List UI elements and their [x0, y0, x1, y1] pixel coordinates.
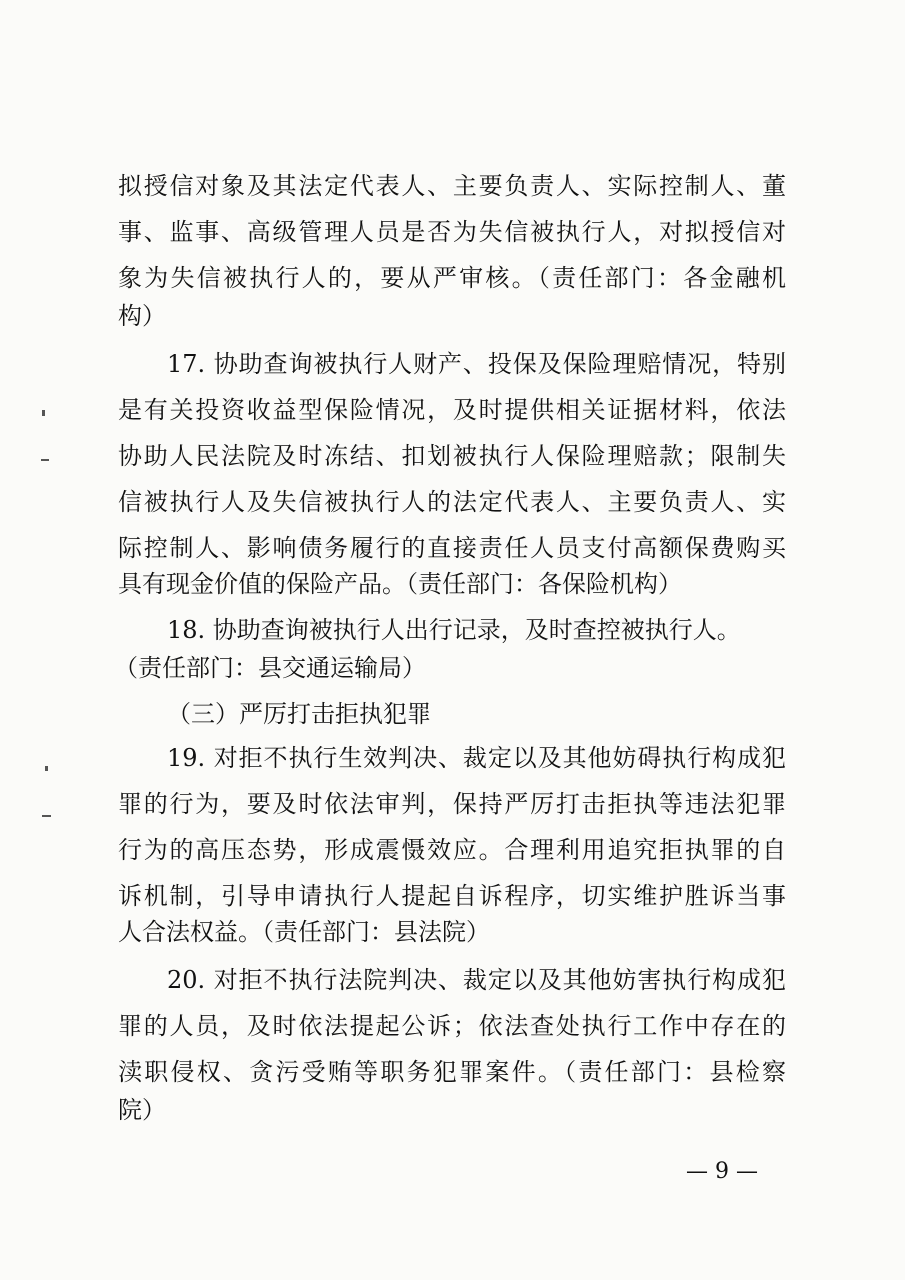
binding-hole-mark [42, 815, 51, 817]
paragraph-19-start: 19. 对拒不执行生效判决、裁定以及其他妨碍执行构成犯 [167, 744, 786, 772]
text-line: 具有现金价值的保险产品。（责任部门：各保险机构） [118, 570, 682, 598]
binding-hole-mark [45, 766, 48, 771]
binding-hole-mark [41, 459, 49, 461]
text-line: 际控制人、影响债务履行的直接责任人员支付高额保费购买 [118, 534, 786, 562]
text-line: 是有关投资收益型保险情况，及时提供相关证据材料，依法 [118, 396, 786, 424]
text-line: （责任部门：县交通运输局） [114, 654, 426, 682]
text-line: 象为失信被执行人的，要从严审核。（责任部门：各金融机 [118, 264, 786, 292]
text-line: 行为的高压态势，形成震慑效应。合理利用追究拒执罪的自 [118, 836, 786, 864]
text-line: 拟授信对象及其法定代表人、主要负责人、实际控制人、董 [118, 172, 786, 200]
page-number: — 9 — [686, 1159, 758, 1184]
text-line: 构） [118, 302, 166, 330]
text-line: 协助人民法院及时冻结、扣划被执行人保险理赔款；限制失 [118, 442, 786, 470]
paragraph-17-start: 17. 协助查询被执行人财产、投保及保险理赔情况，特别 [167, 350, 786, 378]
section-heading: （三）严厉打击拒执犯罪 [167, 700, 431, 728]
text-line: 罪的人员，及时依法提起公诉；依法查处执行工作中存在的 [118, 1012, 786, 1040]
text-line: 人合法权益。（责任部门：县法院） [118, 918, 490, 946]
text-line: 院） [118, 1096, 166, 1124]
text-line: 事、监事、高级管理人员是否为失信被执行人，对拟授信对 [118, 218, 786, 246]
text-line: 信被执行人及失信被执行人的法定代表人、主要负责人、实 [118, 488, 786, 516]
text-line: 罪的行为，要及时依法审判，保持严厉打击拒执等违法犯罪 [118, 790, 786, 818]
binding-hole-mark [42, 410, 45, 416]
paragraph-20-start: 20. 对拒不执行法院判决、裁定以及其他妨害执行构成犯 [167, 966, 786, 994]
paragraph-18-start: 18. 协助查询被执行人出行记录，及时查控被执行人。 [167, 616, 741, 644]
text-line: 诉机制，引导申请执行人提起自诉程序，切实维护胜诉当事 [118, 882, 786, 910]
text-line: 渎职侵权、贪污受贿等职务犯罪案件。（责任部门：县检察 [118, 1058, 786, 1086]
